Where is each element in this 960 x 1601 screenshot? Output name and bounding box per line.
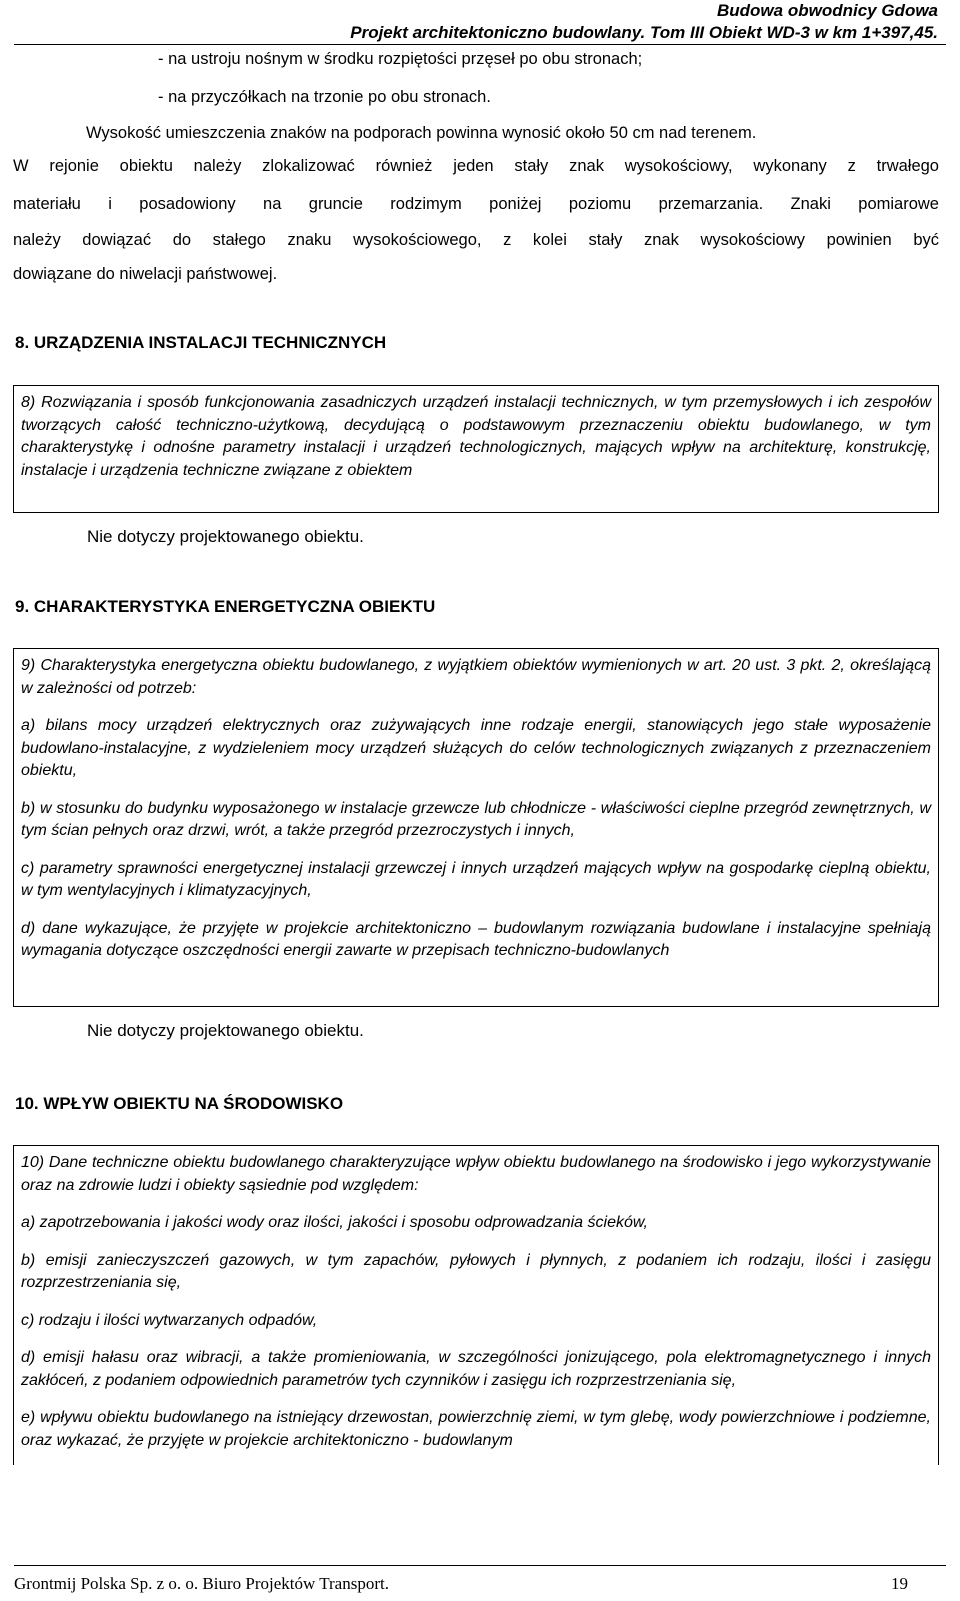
section-8-box-text: 8) Rozwiązania i sposób funkcjonowania zasadniczych urządzeń instalacji technicznych, w tym przemysłowych i ich zespołów tworzących całość techniczno-użytkową, decydującą o podstawowym przeznaczeniu obiektu budowlanego, w tym charakterystykę i odnośne parametry instalacji i urządzeń technologicznych, mających wpływ na architekturę, konstrukcję, instalacje i urządzenia techniczne związane z obiektem [21, 394, 931, 479]
section-10-item-d: d) emisji hałasu oraz wibracji, a także promieniowania, w szczególności jonizującego, pola elektromagnetycznego i innych zakłóceń, z podaniem odpowiednich parametrów tych czynników i zasięgu ich rozprzestrzeniania się, [21, 1349, 931, 1389]
section-9-item-a: a) bilans mocy urządzeń elektrycznych oraz zużywających inne rodzaje energii, stanowiących jego stałe wyposażenie budowlano-instalacyjne, z wydzieleniem mocy urządzeń służących do celów technologicznych związanych z przeznaczeniem obiektu, [21, 717, 931, 779]
header-title: Budowa obwodnicy Gdowa [717, 1, 938, 20]
section-8-note: Nie dotyczy projektowanego obiektu. [87, 527, 364, 546]
header-subtitle: Projekt architektoniczno budowlany. Tom III Obiekt WD-3 w km 1+397,45. [350, 23, 938, 42]
section-9-item-b: b) w stosunku do budynku wyposażonego w instalacje grzewcze lub chłodnicze - właściwości cieplne przegród zewnętrznych, w tym ścian pełnych oraz drzwi, wrót, a także przegród przezroczystych i innych, [21, 799, 931, 839]
section-10-item-e: e) wpływu obiektu budowlanego na istniejący drzewostan, powierzchnię ziemi, w tym glebę, wody powierzchniowe i podziemne, oraz wykazać, że przyjęte w projekcie architektoniczno - budowlanym [21, 1409, 931, 1449]
intro-line: materiału i posadowiony na gruncie rodzimym poniżej poziomu przemarzania. Znaki pomiarowe [13, 195, 939, 213]
section-10-item-a: a) zapotrzebowania i jakości wody oraz ilości, jakości i sposobu odprowadzania ścieków, [21, 1214, 648, 1231]
intro-line: dowiązane do niwelacji państwowej. [13, 265, 278, 283]
section-9-heading: 9. CHARAKTERYSTYKA ENERGETYCZNA OBIEKTU [15, 597, 436, 616]
header-divider [14, 44, 946, 45]
section-10-intro: 10) Dane techniczne obiektu budowlanego charakteryzujące wpływ obiektu budowlanego na środowisko i jego wykorzystywanie oraz na zdrowie ludzi i obiekty sąsiednie pod względem: [21, 1154, 931, 1194]
section-10-box [13, 1145, 939, 1465]
intro-line: W rejonie obiektu należy zlokalizować również jeden stały znak wysokościowy, wykonany z trwałego [13, 157, 939, 175]
footer-divider [14, 1565, 946, 1566]
section-9-item-d: d) dane wykazujące, że przyjęte w projekcie architektoniczno – budowlanym rozwiązania budowlane i instalacyjne spełniają wymagania dotyczące oszczędności energii zawarte w przepisach techniczno-budowlanych [21, 919, 931, 959]
intro-line: Wysokość umieszczenia znaków na podporach powinna wynosić około 50 cm nad terenem. [86, 124, 757, 142]
section-9-intro: 9) Charakterystyka energetyczna obiektu budowlanego, z wyjątkiem obiektów wymienionych w art. 20 ust. 3 pkt. 2, określającą w zależności od potrzeb: [21, 657, 931, 697]
section-10-item-b: b) emisji zanieczyszczeń gazowych, w tym zapachów, pyłowych i płynnych, z podaniem ich rodzaju, ilości i zasięgu rozprzestrzeniania się, [21, 1251, 931, 1291]
section-8-box [13, 385, 939, 513]
page-number: 19 [891, 1574, 908, 1593]
section-10-item-c: c) rodzaju i ilości wytwarzanych odpadów, [21, 1311, 318, 1329]
section-9-note: Nie dotyczy projektowanego obiektu. [87, 1021, 364, 1040]
intro-line: - na przyczółkach na trzonie po obu stronach. [158, 88, 491, 106]
section-9-box [13, 648, 939, 1007]
section-9-item-c: c) parametry sprawności energetycznej instalacji grzewczej i innych urządzeń mających wpływ na gospodarkę cieplną obiektu, w tym wentylacyjnych i klimatyzacyjnych, [21, 859, 931, 899]
footer-company: Grontmij Polska Sp. z o. o. Biuro Projektów Transport. [14, 1574, 389, 1593]
section-8-heading: 8. URZĄDZENIA INSTALACJI TECHNICZNYCH [15, 333, 387, 352]
section-10-heading: 10. WPŁYW OBIEKTU NA ŚRODOWISKO [15, 1094, 344, 1113]
intro-line: należy dowiązać do stałego znaku wysokościowego, z kolei stały znak wysokościowy powinien być [13, 231, 939, 249]
intro-line: - na ustroju nośnym w środku rozpiętości przęseł po obu stronach; [158, 50, 643, 68]
